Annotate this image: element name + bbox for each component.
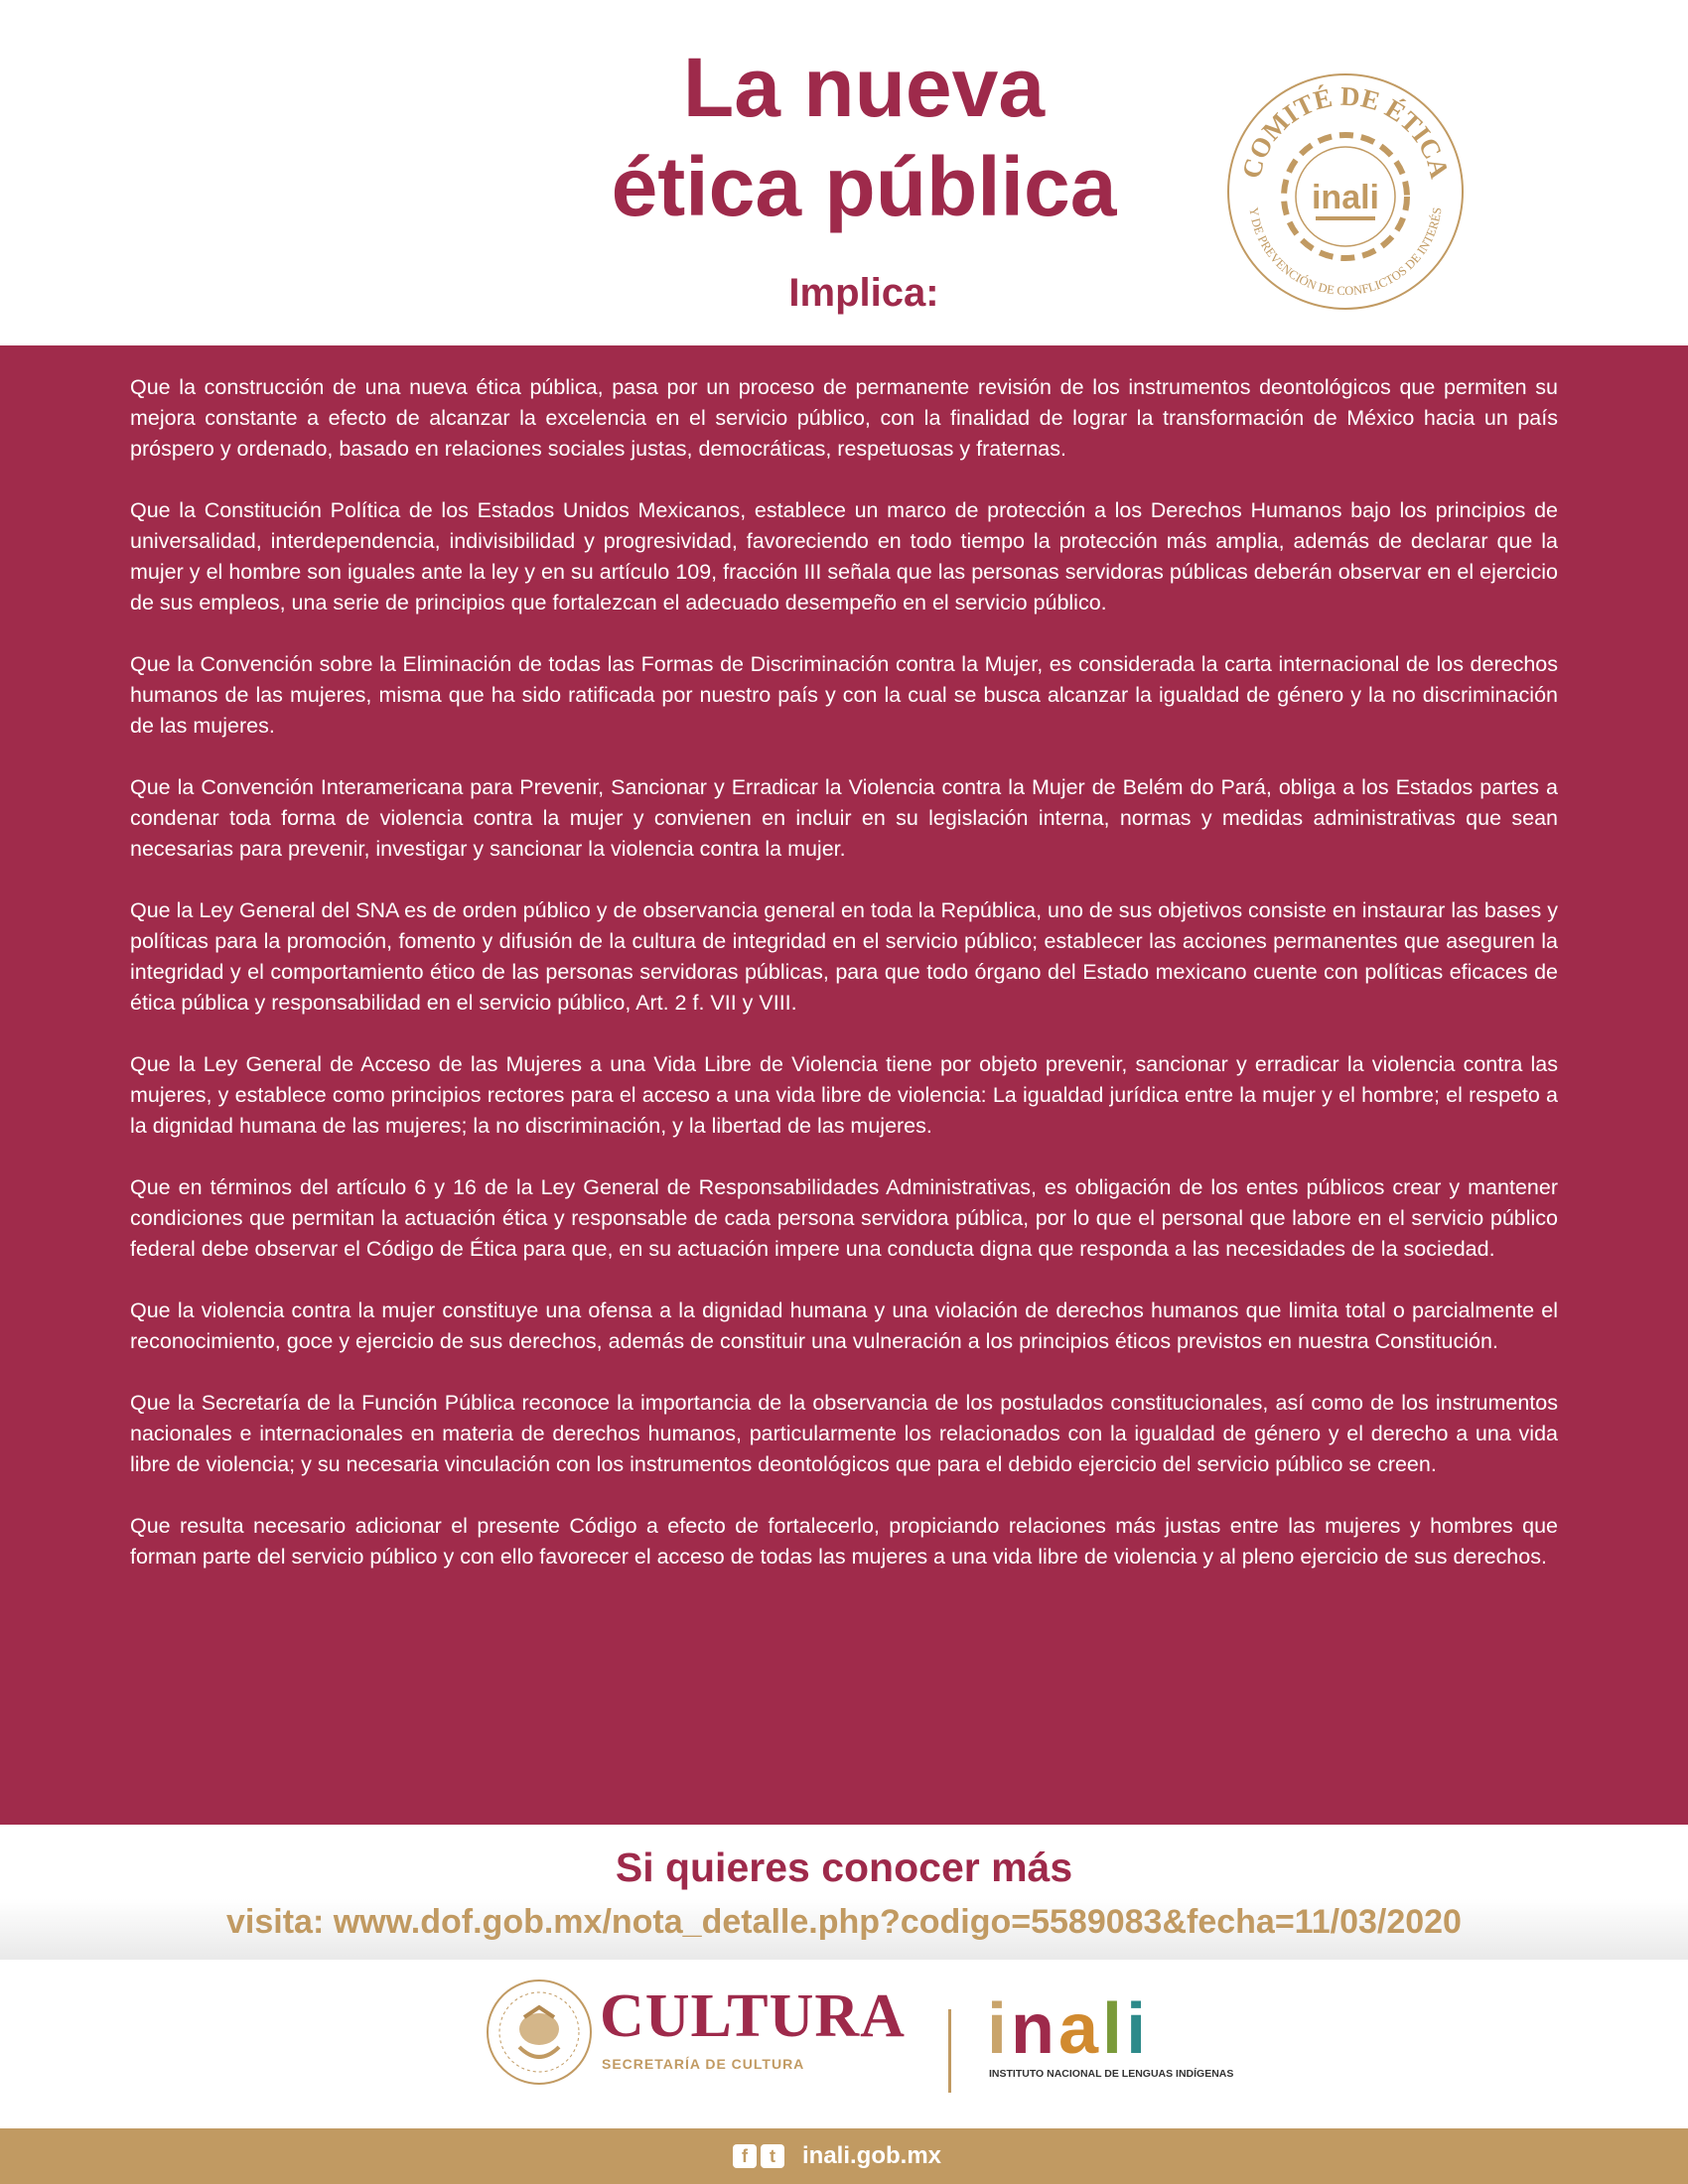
more-info-url[interactable]: visita: www.dof.gob.mx/nota_detalle.php?codigo=5589083&fecha=11/03/2020 — [226, 1903, 1462, 1941]
inali-logo-subtitle: INSTITUTO NACIONAL DE LENGUAS INDÍGENAS — [989, 2068, 1234, 2080]
title-line-1: La nueva — [682, 41, 1046, 134]
escudo-nacional-icon — [485, 1978, 594, 2087]
footer — [0, 2128, 1688, 2184]
facebook-icon[interactable]: f — [733, 2144, 757, 2168]
cultura-logo-subtitle: SECRETARÍA DE CULTURA — [602, 2056, 805, 2072]
title-line-2: ética pública — [611, 140, 1117, 233]
inali-logo-icon — [983, 1989, 1211, 2065]
logo-divider — [948, 2009, 951, 2093]
page-title — [457, 38, 1271, 236]
logo-bar — [0, 1960, 1688, 2128]
paragraph: Que la construcción de una nueva ética pública, pasa por un proceso de permanente revisión de los instrumentos deontológicos que permiten su mejora constante a efecto de alcanzar la excelencia en el servicio público, con la finalidad de lograr la transformación de México hacia un país próspero y ordenado, basado en relaciones sociales justas, democráticas, respetuosas y fraternas. — [130, 375, 1558, 461]
subtitle: Implica: — [788, 271, 939, 315]
paragraph: Que la Convención Interamericana para Prevenir, Sancionar y Erradicar la Violencia contra la Mujer de Belém do Pará, obliga a los Estados partes a condenar toda forma de violencia contra la mujer y convienen en incluir en su legislación interna, normas y medidas administrativas que sean necesarias para prevenir, investigar y sancionar la violencia contra la mujer. — [130, 775, 1558, 861]
paragraph-list — [130, 372, 1558, 1603]
cultura-logo-text: CULTURA — [600, 1982, 906, 2050]
paragraph: Que la Convención sobre la Eliminación de todas las Formas de Discriminación contra la Mujer, es considerada la carta internacional de los derechos humanos de las mujeres, misma que ha sido ratificada por nuestro país y con la cual se busca alcanzar la igualdad de género y la no discriminación de las mujeres. — [130, 652, 1558, 738]
paragraph: Que la Secretaría de la Función Pública reconoce la importancia de la observancia de los postulados constitucionales, así como de los instrumentos nacionales e internacionales en materia de derechos humanos, particularmente los relacionados con la igualdad de género y el derecho a una vida libre de violencia; y su necesaria vinculación con los instrumentos deontológicos que para el debido ejercicio del servicio público se creen. — [130, 1391, 1558, 1476]
more-info-section — [0, 1825, 1688, 1960]
social-icons — [733, 2144, 784, 2168]
twitter-icon[interactable]: t — [761, 2144, 784, 2168]
paragraph: Que la Ley General del SNA es de orden público y de observancia general en toda la República, uno de sus objetivos consiste en instaurar las bases y políticas para la promoción, fomento y difusión de la cultura de integridad en el servicio público; establecer las acciones permanentes que aseguren la integridad y el comportamiento ético de las personas servidoras públicas, para que todo órgano del Estado mexicano cuente con políticas eficaces de ética pública y responsabilidad en el servicio público, Art. 2 f. VII y VIII. — [130, 898, 1558, 1015]
paragraph: Que resulta necesario adicionar el presente Código a efecto de fortalecerlo, propiciando relaciones más justas entre las mujeres y hombres que forman parte del servicio público y con ello favorecer el acceso de todas las mujeres a una vida libre de violencia y al pleno ejercicio de sus derechos. — [130, 1514, 1558, 1569]
svg-text:COMITÉ DE ÉTICA: COMITÉ DE ÉTICA — [1236, 80, 1455, 182]
paragraph: Que la Constitución Política de los Estados Unidos Mexicanos, establece un marco de protección a los Derechos Humanos bajo los principios de universalidad, interdependencia, indivisibilidad y progresividad, favoreciendo en todo tiempo la protección más amplia, además de declarar que la mujer y el hombre son iguales ante la ley y en su artículo 109, fracción III señala que las personas servidoras públicas deberán observar en el ejercicio de sus empleos, una serie de principios que fortalezcan el adecuado desempeño en el servicio público. — [130, 498, 1558, 614]
paragraph: Que la Ley General de Acceso de las Mujeres a una Vida Libre de Violencia tiene por objeto prevenir, sancionar y erradicar la violencia contra las mujeres, y establece como principios rectores para el acceso a una vida libre de violencia: La igualdad jurídica entre la mujer y el hombre; el respeto a la dignidad humana de las mujeres; la no discriminación, y la libertad de las mujeres. — [130, 1052, 1558, 1138]
comite-etica-seal-icon — [1223, 69, 1468, 314]
website-link[interactable]: inali.gob.mx — [802, 2142, 942, 2169]
header — [0, 0, 1688, 345]
svg-text:inali: inali — [1311, 179, 1380, 216]
svg-text:Y DE PREVENCIÓN DE CONFLICTOS: Y DE PREVENCIÓN DE CONFLICTOS DE INTERÉS — [1246, 205, 1445, 299]
more-info-title: Si quieres conocer más — [615, 1844, 1073, 1890]
svg-text:inali: inali — [987, 1989, 1151, 2065]
paragraph: Que la violencia contra la mujer constituye una ofensa a la dignidad humana y una violación de derechos humanos que limita total o parcialmente el reconocimiento, goce y ejercicio de sus derechos, además de constituir una vulneración a los principios éticos previstos en nuestra Constitución. — [130, 1298, 1558, 1353]
paragraph: Que en términos del artículo 6 y 16 de la Ley General de Responsabilidades Administrativas, es obligación de los entes públicos crear y mantener condiciones que permitan la actuación ética y responsable de cada persona servidora pública, por lo que el personal que labore en el servicio público federal debe observar el Código de Ética para que, en su actuación impere una conducta digna que responda a las necesidades de la sociedad. — [130, 1175, 1558, 1261]
main-content — [0, 345, 1688, 1825]
